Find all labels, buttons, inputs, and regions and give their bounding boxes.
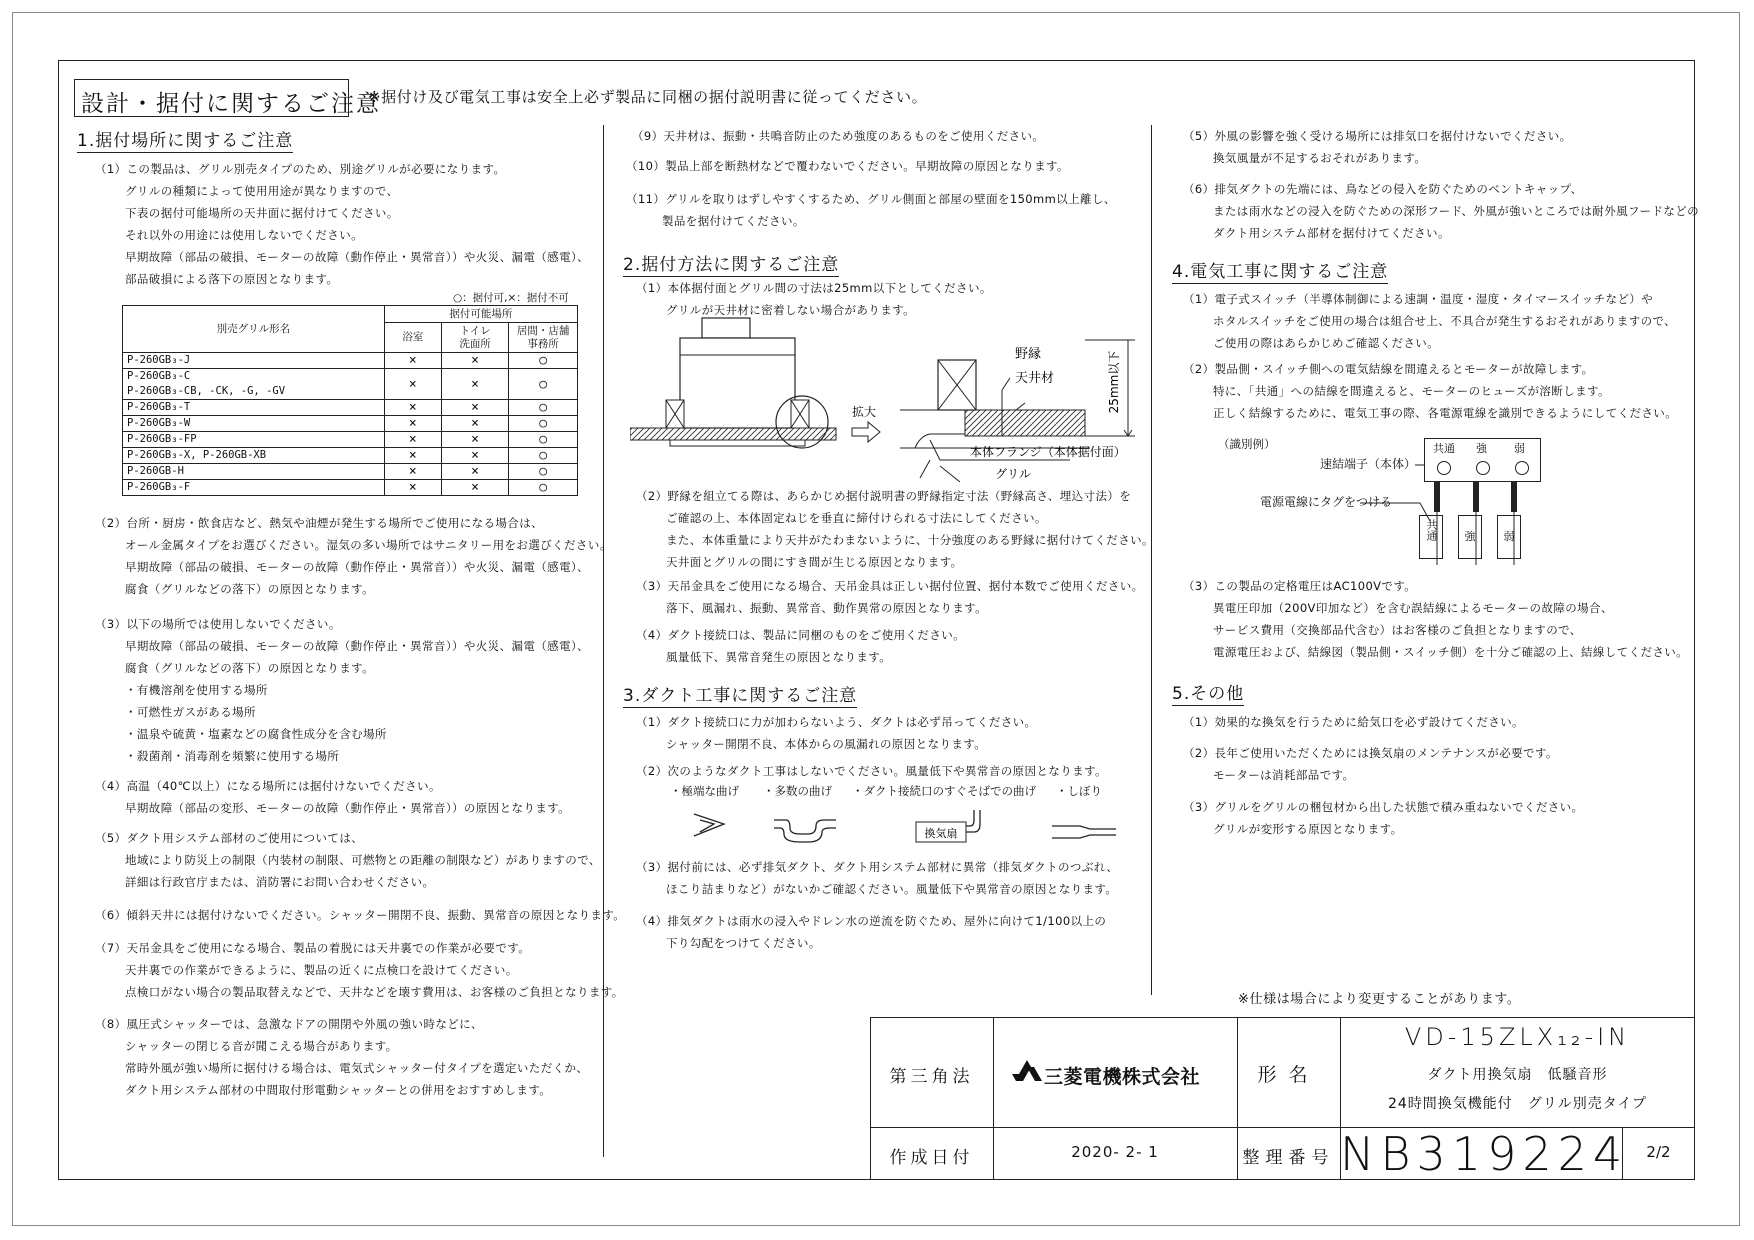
section-3-title: 3.ダクト工事に関するご注意 (623, 681, 857, 708)
table-row (123, 400, 578, 416)
table-row (123, 480, 578, 496)
text-line: ・有機溶剤を使用する場所 (125, 683, 268, 697)
text-line: ・温泉や硫黄・塩素などの腐食性成分を含む場所 (125, 727, 387, 741)
table-subheader-toilet: トイレ 洗面所 (441, 323, 509, 353)
label-tenjo: 天井材 (1015, 371, 1055, 386)
tag-common (1419, 515, 1443, 559)
header-note: ※据付け及び電気工事は安全上必ず製品に同梱の据付説明書に従ってください。 (368, 88, 928, 106)
text-line: 異電圧印加（200V印加など）を含む誤結線によるモーターの故障の場合、 (1213, 601, 1613, 615)
text-line: （2）長年ご使用いただくためには換気扇のメンテナンスが必要です。 (1183, 746, 1558, 760)
text-line: ・可燃性ガスがある場所 (125, 705, 256, 719)
label-flange: 本体フランジ（本体据付面） (970, 445, 1126, 459)
text-line: 早期故障（部品の変形、モーターの故障（動作停止・異常音））の原因となります。 (125, 801, 571, 815)
text-line: 天井裏での作業ができるように、製品の近くに点検口を設けてください。 (125, 963, 518, 977)
duct-label-1: ・極端な曲げ (670, 784, 739, 798)
grill-model-cell: P-260GB₃-W (123, 416, 385, 432)
availability-cell: × (384, 464, 441, 480)
text-line: 下表の据付可能場所の天井面に据付けてください。 (125, 206, 399, 220)
duct-label-3: ・ダクト接続口のすぐそばでの曲げ (852, 784, 1036, 798)
mitsubishi-logo-icon (1012, 1060, 1042, 1088)
availability-cell: × (441, 432, 509, 448)
text-line: （10）製品上部を断熱材などで覆わないでください。早期故障の原因となります。 (626, 159, 1069, 173)
text-line: 詳細は行政官庁または、消防署にお問い合わせください。 (125, 875, 435, 889)
text-line: オール金属タイプをお選びください。湿気の多い場所ではサニタリー用をお選びください。 (125, 538, 612, 552)
text-line: ・殺菌剤・消毒剤を頻繁に使用する場所 (125, 749, 340, 763)
label-grill: グリル (995, 467, 1032, 481)
model-desc-1: ダクト用換気扇 低騒音形 (1427, 1067, 1608, 1083)
text-line: シャッター開閉不良、本体からの風漏れの原因となります。 (666, 737, 987, 751)
terminal-common: 共通 (1433, 442, 1455, 455)
availability-cell: ○ (509, 464, 578, 480)
expand-arrow (852, 404, 880, 442)
text-line: 正しく結線するために、電気工事の際、各電源電線を識別できるようにしてください。 (1213, 406, 1678, 420)
availability-cell: × (441, 400, 509, 416)
text-line: （4）高温（40℃以上）になる場所には据付けないでください。 (95, 779, 441, 793)
table-legend: ○：据付可,×：据付不可 (453, 292, 569, 304)
duct-label-4: ・しぼり (1056, 784, 1102, 798)
text-line: 天井面とグリルの間にすき間が生じる原因となります。 (666, 555, 963, 569)
text-line: （2）製品側・スイッチ側への電気結線を間違えるとモーターが故障します。 (1183, 362, 1594, 376)
text-line: （3）据付前には、必ず排気ダクト、ダクト用システム部材に異常（排気ダクトのつぶれ、 (636, 860, 1119, 874)
tag-strong (1458, 515, 1482, 559)
table-subheader-living: 居間・店舗 事務所 (509, 323, 578, 353)
section-1-title: 1.据付場所に関するご注意 (77, 126, 293, 153)
text-line: ご確認の上、本体固定ねじを垂直に締付けられる寸法にしてください。 (666, 511, 1047, 525)
tag-weak-text: 弱 (1503, 530, 1515, 543)
availability-cell: × (441, 369, 509, 400)
text-line: ダクト用システム部材の中間取付形電動シャッターとの併用をおすすめします。 (125, 1083, 552, 1097)
text-line: それ以外の用途には使用しないでください。 (125, 228, 363, 242)
table-row (123, 432, 578, 448)
number-value: NB319224 (1340, 1127, 1629, 1181)
availability-cell: × (384, 480, 441, 496)
grill-model-cell: P-260GB₃-J (123, 353, 385, 369)
text-line: （3）天吊金具をご使用になる場合、天吊金具は正しい据付位置、据付本数でご使用ください。 (636, 579, 1144, 593)
text-line: （3）以下の場所では使用しないでください。 (95, 617, 341, 631)
text-line: （1）効果的な換気を行うために給気口を必ず設けてください。 (1183, 715, 1524, 729)
date-value: 2020- 2- 1 (1071, 1143, 1159, 1161)
expand-label: 拡大 (852, 405, 877, 419)
tag-label: 電源電線にタグをつける (1260, 495, 1393, 509)
text-line: 部品破損による落下の原因となります。 (125, 272, 339, 286)
text-line: 下り勾配をつけてください。 (666, 936, 821, 950)
text-line: 落下、風漏れ、振動、異常音、動作異常の原因となります。 (666, 601, 988, 615)
text-line: （1）本体据付面とグリル間の寸法は25mm以下としてください。 (636, 281, 992, 295)
availability-cell: × (384, 400, 441, 416)
grill-model-cell: P-260GB₃-F (123, 480, 385, 496)
availability-cell: ○ (509, 480, 578, 496)
text-line: 常時外風が強い場所に据付ける場合は、電気式シャッター付タイプを選定いただくか、 (125, 1061, 589, 1075)
text-line: （5）ダクト用システム部材のご使用については、 (95, 831, 364, 845)
availability-cell: × (441, 464, 509, 480)
table-row (123, 464, 578, 480)
availability-cell: ○ (509, 369, 578, 400)
text-line: ダクト用システム部材を据付けてください。 (1213, 226, 1450, 240)
page-number: 2/2 (1646, 1143, 1671, 1161)
column-divider-2 (1151, 125, 1152, 995)
text-line: 電源電圧および、結線図（製品側・スイッチ側）を十分ご確認の上、結線してください。 (1213, 645, 1689, 659)
installation-diagram (630, 310, 1150, 490)
text-line: （9）天井材は、振動・共鳴音防止のため強度のあるものをご使用ください。 (632, 129, 1045, 143)
table-subheader-bath: 浴室 (384, 323, 441, 353)
text-line: シャッターの閉じる音が聞こえる場合があります。 (125, 1039, 398, 1053)
text-line: （1）この製品は、グリル別売タイプのため、別途グリルが必要になります。 (95, 162, 506, 176)
text-line: また、本体重量により天井がたわまないように、十分強度のある野縁に据付けてください。 (666, 533, 1154, 547)
enlarged-view (900, 340, 1135, 482)
text-line: （8）風圧式シャッターでは、急激なドアの開閉や外風の強い時などに、 (95, 1017, 483, 1031)
grill-model-cell: P-260GB₃-X, P-260GB-XB (123, 448, 385, 464)
table-row (123, 353, 578, 369)
text-line: 地域により防災上の制限（内装材の制限、可燃物との距離の制限など）がありますので、 (125, 853, 601, 867)
text-line: ご使用の際はあらかじめご確認ください。 (1213, 336, 1440, 350)
text-line: 腐食（グリルなどの落下）の原因となります。 (125, 582, 374, 596)
grill-model-cell: P-260GB₃-FP (123, 432, 385, 448)
text-line: （7）天吊金具をご使用になる場合、製品の着脱には天井裏での作業が必要です。 (95, 941, 531, 955)
fan-body (630, 318, 836, 448)
date-label: 作成日付 (889, 1148, 974, 1168)
table-row (123, 369, 578, 400)
section-4-title: 4.電気工事に関するご注意 (1172, 257, 1388, 284)
text-line: モーターは消耗部品です。 (1213, 768, 1355, 782)
duct-bend-diagrams (690, 808, 1130, 848)
table-header-group: 据付可能場所 (384, 306, 577, 323)
text-line: （4）排気ダクトは雨水の浸入やドレン水の逆流を防ぐため、屋外に向けて1/100以上の (636, 914, 1107, 928)
availability-cell: ○ (509, 353, 578, 369)
text-line: 早期故障（部品の破損、モーターの故障（動作停止・異常音））や火災、漏電（感電）、 (125, 639, 590, 653)
availability-cell: ○ (509, 448, 578, 464)
text-line: （4）ダクト接続口は、製品に同梱のものをご使用ください。 (636, 628, 966, 642)
text-line: （5）外風の影響を強く受ける場所には排気口を据付けないでください。 (1183, 129, 1572, 143)
availability-cell: × (384, 432, 441, 448)
company-logo (1012, 1060, 1042, 1092)
tag-strong-text: 強 (1464, 530, 1476, 543)
duct-label-2: ・多数の曲げ (763, 784, 832, 798)
availability-cell: × (441, 353, 509, 369)
availability-cell: ○ (509, 416, 578, 432)
availability-cell: × (384, 448, 441, 464)
text-line: サービス費用（交換部品代含む）はお客様のご負担となりますので、 (1213, 623, 1582, 637)
text-line: 換気風量が不足するおそれがあります。 (1213, 151, 1427, 165)
terminal-label: 速結端子（本体） (1320, 457, 1417, 471)
text-line: （3）グリルをグリルの梱包材から出した状態で積み重ねないでください。 (1183, 800, 1584, 814)
text-line: ほこり詰まりなど）がないかご確認ください。風量低下や異常音の原因となります。 (666, 882, 1118, 896)
page-title-box (74, 79, 381, 117)
table-row (123, 416, 578, 432)
text-line: グリルの種類によって使用用途が異なりますので、 (125, 184, 399, 198)
text-line: グリルが変形する原因となります。 (1213, 822, 1403, 836)
table-row (123, 448, 578, 464)
section-2-title: 2.据付方法に関するご注意 (623, 250, 839, 277)
table-header-name: 別売グリル形名 (123, 306, 385, 353)
page-title: 設計・据付に関するご注意 (81, 91, 381, 117)
terminal-weak: 弱 (1514, 442, 1525, 455)
availability-cell: × (384, 353, 441, 369)
text-line: （1）電子式スイッチ（半導体制御による速調・温度・湿度・タイマースイッチなど）や (1183, 292, 1654, 306)
text-line: （6）排気ダクトの先端には、鳥などの侵入を防ぐためのベントキャップ、 (1183, 182, 1583, 196)
text-line: （2）次のようなダクト工事はしないでください。風量低下や異常音の原因となります。 (636, 764, 1107, 778)
availability-cell: × (384, 369, 441, 400)
projection-label: 第三角法 (889, 1067, 974, 1087)
text-line: 腐食（グリルなどの落下）の原因となります。 (125, 661, 374, 675)
model-number: VD-15ZLX₁₂-IN (1404, 1023, 1631, 1051)
number-label: 整理番号 (1242, 1148, 1335, 1168)
text-line: 製品を据付けてください。 (662, 214, 805, 228)
text-line: （11）グリルを取りはずしやすくするため、グリル側面と部屋の壁面を150mm以上離し、 (626, 192, 1116, 206)
availability-cell: × (441, 480, 509, 496)
grill-table (122, 305, 578, 496)
tag-common-text: 共通 (1425, 519, 1438, 541)
availability-cell: ○ (509, 400, 578, 416)
text-line: （6）傾斜天井には据付けないでください。シャッター開閉不良、振動、異常音の原因となります。 (95, 908, 626, 922)
availability-cell: ○ (509, 432, 578, 448)
model-desc-2: 24時間換気機能付 グリル別売タイプ (1387, 1096, 1648, 1112)
spec-note: ※仕様は場合により変更することがあります。 (1238, 992, 1521, 1007)
text-line: （2）台所・厨房・飲食店など、熱気や油煙が発生する場所でご使用になる場合は、 (95, 516, 544, 530)
text-line: グリルが天井材に密着しない場合があります。 (666, 303, 915, 317)
text-line: （2）野縁を組立てる際は、あらかじめ据付説明書の野縁指定寸法（野縁高さ、埋込寸法）を (636, 489, 1132, 503)
grill-model-cell: P-260GB₃-C P-260GB₃-CB, -CK, -G, -GV (123, 369, 385, 400)
company-name: 三菱電機株式会社 (1044, 1066, 1201, 1088)
availability-cell: × (441, 448, 509, 464)
text-line: 風量低下、異常音発生の原因となります。 (666, 650, 892, 664)
grill-model-cell: P-260GB₃-T (123, 400, 385, 416)
availability-cell: × (441, 416, 509, 432)
label-nobuchi: 野縁 (1015, 347, 1042, 362)
terminal-strong: 強 (1476, 442, 1487, 455)
availability-cell: × (384, 416, 441, 432)
grill-model-cell: P-260GB-H (123, 464, 385, 480)
text-line: 点検口がない場合の製品取替えなどで、天井などを壊す費用は、お客様のご負担となります。 (125, 985, 624, 999)
text-line: ホタルスイッチをご使用の場合は組合せ上、不具合が発生するおそれがありますので、 (1213, 314, 1677, 328)
section-5-title: 5.その他 (1172, 679, 1244, 706)
model-label: 形名 (1257, 1064, 1320, 1086)
text-line: 早期故障（部品の破損、モーターの故障（動作停止・異常音））や火災、漏電（感電）、 (125, 560, 590, 574)
dim-label: 25mm以下 (1107, 350, 1121, 414)
wiring-example-label: （識別例） (1218, 437, 1276, 451)
text-line: 早期故障（部品の破損、モーターの故障（動作停止・異常音））や火災、漏電（感電）、 (125, 250, 590, 264)
tag-weak (1497, 515, 1521, 559)
text-line: （3）この製品の定格電圧はAC100Vです。 (1183, 579, 1417, 593)
text-line: （1）ダクト接続口に力が加わらないよう、ダクトは必ず吊ってください。 (636, 715, 1037, 729)
text-line: 特に、「共通」への結線を間違えると、モーターのヒューズが溶断します。 (1213, 384, 1610, 398)
duct-box-label: 換気扇 (924, 827, 958, 840)
text-line: または雨水などの浸入を防ぐための深形フード、外風が強いところでは耐外風フードなどの (1213, 204, 1700, 218)
